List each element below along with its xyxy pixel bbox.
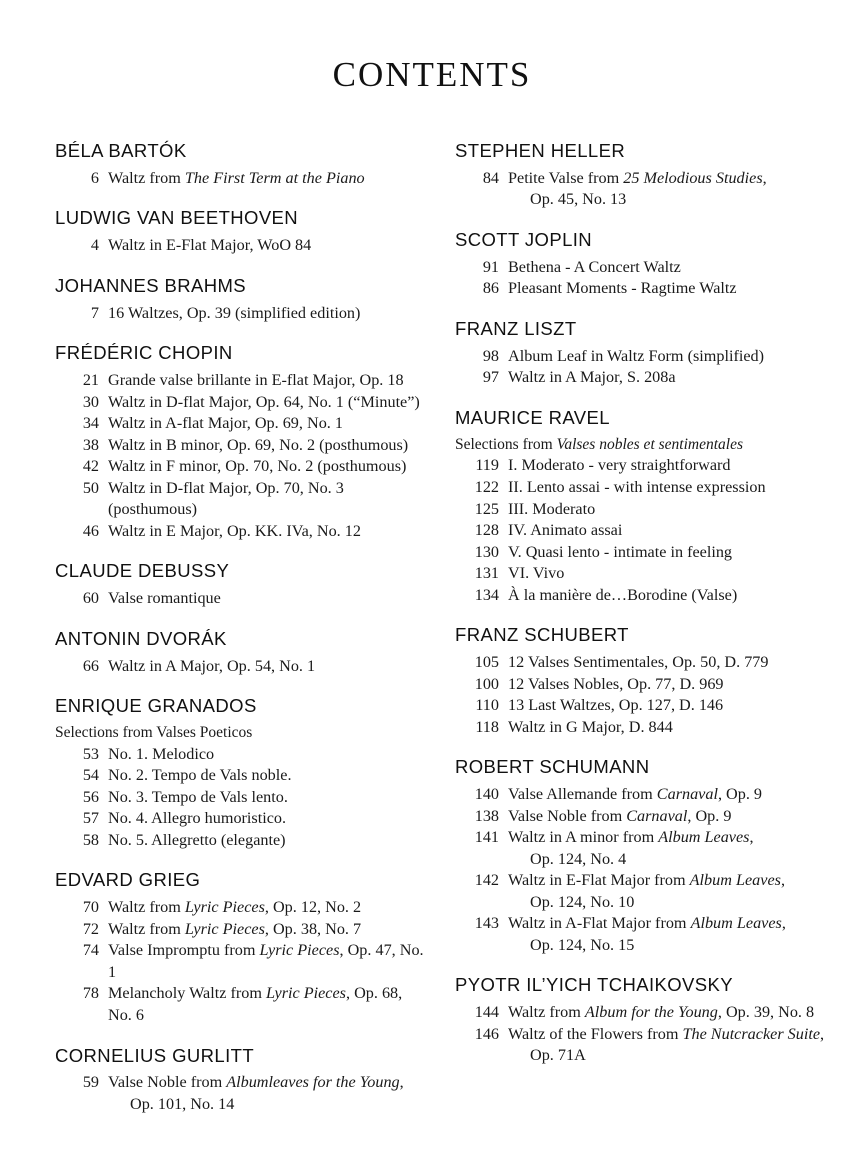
entry-page-number: 70 <box>82 898 99 917</box>
entry-title: Valse Allemande from Carnaval, Op. 9 <box>508 785 763 804</box>
entry-list <box>455 257 852 300</box>
toc-entry[interactable] <box>55 983 424 1026</box>
entry-page-number: 143 <box>474 914 499 933</box>
toc-entry[interactable] <box>455 674 852 696</box>
entry-page-number: 4 <box>90 236 99 255</box>
entry-continuation-line: Op. 71A <box>530 1046 586 1065</box>
composer-section <box>55 695 424 851</box>
composer-section <box>55 628 424 677</box>
toc-entry[interactable] <box>455 455 852 477</box>
toc-entry[interactable] <box>55 588 424 610</box>
entry-list <box>55 1072 424 1115</box>
composer-section <box>455 140 852 211</box>
entry-title: Valse Impromptu from Lyric Pieces, Op. 47, No. 1 <box>108 941 424 981</box>
entry-list <box>455 652 852 738</box>
entry-page-number: 119 <box>475 456 499 475</box>
toc-entry[interactable] <box>455 806 852 828</box>
composer-name: JOHANNES BRAHMS <box>55 274 247 296</box>
entry-work-title: 25 Melodious Studies <box>623 168 763 187</box>
toc-entry[interactable] <box>55 521 424 543</box>
entry-title: Valse Noble from Albumleaves for the Young, Op. 101, No. 14 <box>108 1072 424 1115</box>
entry-title: 13 Last Waltzes, Op. 127, D. 146 <box>508 696 724 715</box>
entry-page-number: 56 <box>82 787 99 806</box>
entry-title: Waltz in G Major, D. 844 <box>508 717 673 736</box>
toc-entry[interactable] <box>55 897 424 919</box>
entry-page-number: 122 <box>474 477 499 496</box>
entry-list <box>455 455 852 606</box>
entry-title: Waltz in E Major, Op. KK. IVa, No. 12 <box>108 521 361 540</box>
entry-title: Waltz from Album for the Young, Op. 39, No. 8 <box>508 1003 815 1022</box>
entry-title: Petite Valse from 25 Melodious Studies, Op. 45, No. 13 <box>508 168 852 211</box>
entry-page-number: 141 <box>474 828 499 847</box>
composer-section <box>55 1045 424 1116</box>
entry-work-title: Carnaval <box>626 806 688 825</box>
entry-page-number: 110 <box>475 696 499 715</box>
entry-title: No. 1. Melodico <box>108 744 215 763</box>
entry-page-number: 30 <box>82 392 99 411</box>
entry-page-number: 50 <box>82 478 99 497</box>
toc-entry[interactable] <box>455 346 852 368</box>
entry-continuation-line: Op. 124, No. 15 <box>530 935 635 954</box>
toc-entry[interactable] <box>455 585 852 607</box>
entry-title: 12 Valses Sentimentales, Op. 50, D. 779 <box>508 653 769 672</box>
entry-title: Grande valse brillante in E-flat Major, Op. 18 <box>108 370 404 389</box>
toc-entry[interactable] <box>55 370 424 392</box>
entry-page-number: 86 <box>482 279 499 298</box>
entry-title: Waltz from Lyric Pieces, Op. 38, No. 7 <box>108 919 362 938</box>
toc-entry[interactable] <box>55 919 424 941</box>
entry-page-number: 134 <box>474 585 499 604</box>
left-column <box>0 140 432 1134</box>
toc-entry[interactable] <box>455 278 852 300</box>
entry-page-number: 46 <box>82 521 99 540</box>
composer-section <box>455 229 852 300</box>
toc-entry[interactable] <box>455 695 852 717</box>
toc-entry[interactable] <box>55 787 424 809</box>
entry-title: 16 Waltzes, Op. 39 (simplified edition) <box>108 303 361 322</box>
entry-title: Waltz in A-flat Major, Op. 69, No. 1 <box>108 414 343 433</box>
page-title: CONTENTS <box>332 55 532 94</box>
composer-name: FRÉDÉRIC CHOPIN <box>55 342 233 364</box>
entry-page-number: 146 <box>474 1024 499 1043</box>
entry-work-title: Album for the Young <box>584 1003 718 1022</box>
entry-work-title: Lyric Pieces <box>184 919 265 938</box>
composer-section <box>55 140 424 189</box>
composer-name: CLAUDE DEBUSSY <box>55 560 230 582</box>
entry-title: Waltz in D-flat Major, Op. 70, No. 3 (posthumous) <box>108 478 344 519</box>
entry-page-number: 21 <box>82 370 99 389</box>
entry-page-number: 144 <box>474 1003 499 1022</box>
entry-title: Album Leaf in Waltz Form (simplified) <box>508 346 764 365</box>
toc-entry[interactable] <box>455 870 852 913</box>
entry-page-number: 131 <box>474 564 499 583</box>
entry-work-title: Lyric Pieces <box>259 941 340 960</box>
entry-page-number: 38 <box>82 435 99 454</box>
toc-entry[interactable] <box>55 168 424 190</box>
toc-entry[interactable] <box>55 235 424 257</box>
entry-work-title: Lyric Pieces <box>184 898 265 917</box>
composer-name: PYOTR IL’YICH TCHAIKOVSKY <box>455 974 733 996</box>
composer-name: LUDWIG VAN BEETHOVEN <box>55 207 299 229</box>
composer-section <box>455 756 852 956</box>
entry-title: Melancholy Waltz from Lyric Pieces, Op. 68, No. 6 <box>108 984 403 1025</box>
entry-list <box>455 784 852 956</box>
entry-title: Waltz in E-Flat Major, WoO 84 <box>108 236 312 255</box>
entry-page-number: 128 <box>474 521 499 540</box>
composer-name: CORNELIUS GURLITT <box>55 1044 255 1066</box>
entry-work-title: Carnaval <box>656 785 718 804</box>
entry-list <box>55 656 424 678</box>
entry-title: 12 Valses Nobles, Op. 77, D. 969 <box>508 674 724 693</box>
toc-entry[interactable] <box>55 656 424 678</box>
toc-entry[interactable] <box>455 1002 852 1024</box>
composer-section <box>55 275 424 324</box>
entry-title: Waltz from The First Term at the Piano <box>108 168 365 187</box>
entry-list <box>55 370 424 542</box>
entry-title: Pleasant Moments - Ragtime Waltz <box>508 279 737 298</box>
entry-title: Valse romantique <box>108 589 221 608</box>
entry-page-number: 34 <box>82 414 99 433</box>
entry-title: I. Moderato - very straightforward <box>508 456 731 475</box>
entry-title: No. 3. Tempo de Vals lento. <box>108 787 288 806</box>
composer-name: MAURICE RAVEL <box>455 406 610 428</box>
entry-continuation-line: Op. 124, No. 10 <box>530 892 635 911</box>
entry-page-number: 91 <box>482 257 499 276</box>
entry-page-number: 84 <box>482 168 499 187</box>
toc-entry[interactable] <box>55 392 424 414</box>
composer-name: ENRIQUE GRANADOS <box>55 695 257 717</box>
toc-entry[interactable] <box>455 652 852 674</box>
composer-section <box>55 869 424 1026</box>
entry-page-number: 138 <box>474 806 499 825</box>
entry-continuation-line: Op. 101, No. 14 <box>130 1094 235 1113</box>
entry-title: IV. Animato assai <box>508 521 623 540</box>
entry-title: No. 4. Allegro humoristico. <box>108 809 287 828</box>
entry-continuation-line: Op. 124, No. 4 <box>530 849 627 868</box>
entry-list <box>55 744 424 852</box>
entry-page-number: 66 <box>82 656 99 675</box>
section-subtitle: Selections from Valses nobles et sentimentales <box>455 435 743 453</box>
entry-page-number: 142 <box>474 871 499 890</box>
entry-page-number: 7 <box>90 303 99 322</box>
composer-section <box>455 407 852 606</box>
entry-title: No. 2. Tempo de Vals noble. <box>108 766 292 785</box>
entry-title: II. Lento assai - with intense expression <box>508 477 766 496</box>
toc-entry[interactable] <box>55 765 424 787</box>
entry-title: Waltz in D-flat Major, Op. 64, No. 1 (“Minute”) <box>108 392 420 411</box>
toc-entry[interactable] <box>55 303 424 325</box>
toc-entry[interactable] <box>455 542 852 564</box>
entry-list <box>55 168 424 190</box>
entry-page-number: 57 <box>82 809 99 828</box>
composer-section <box>55 560 424 609</box>
composer-name: EDVARD GRIEG <box>55 869 201 891</box>
toc-entry[interactable] <box>55 456 424 478</box>
entry-list <box>455 1002 852 1067</box>
toc-entry[interactable] <box>55 808 424 830</box>
entry-title: Waltz in F minor, Op. 70, No. 2 (posthumous) <box>108 457 407 476</box>
entry-work-title: Album Leaves <box>658 828 750 847</box>
entry-page-number: 59 <box>82 1073 99 1092</box>
composer-name: FRANZ SCHUBERT <box>455 624 629 646</box>
entry-page-number: 105 <box>474 653 499 672</box>
entry-page-number: 130 <box>474 542 499 561</box>
entry-page-number: 6 <box>90 168 99 187</box>
toc-entry[interactable] <box>455 827 852 870</box>
toc-entry[interactable] <box>55 435 424 457</box>
entry-page-number: 72 <box>82 919 99 938</box>
entry-page-number: 97 <box>482 368 499 387</box>
toc-entry[interactable] <box>455 367 852 389</box>
entry-work-title: The Nutcracker Suite <box>682 1024 821 1043</box>
toc-entry[interactable] <box>455 520 852 542</box>
entry-page-number: 98 <box>482 346 499 365</box>
composer-name: ANTONIN DVORÁK <box>55 627 227 649</box>
toc-entry[interactable] <box>455 499 852 521</box>
entry-title: Waltz of the Flowers from The Nutcracker Suite, Op. 71A <box>508 1024 852 1067</box>
entry-title: Waltz in A Major, Op. 54, No. 1 <box>108 656 316 675</box>
toc-entry[interactable] <box>455 717 852 739</box>
entry-list <box>55 235 424 257</box>
toc-entry[interactable] <box>455 913 852 956</box>
right-column <box>432 140 864 1085</box>
entry-page-number: 140 <box>474 785 499 804</box>
entry-list <box>55 588 424 610</box>
toc-entry[interactable] <box>455 784 852 806</box>
composer-section <box>55 207 424 256</box>
composer-name: SCOTT JOPLIN <box>455 228 593 250</box>
composer-section <box>455 974 852 1066</box>
entry-continuation-line: Op. 45, No. 13 <box>530 190 627 209</box>
composer-section <box>455 318 852 389</box>
entry-page-number: 78 <box>82 984 99 1003</box>
composer-name: BÉLA BARTÓK <box>55 140 187 161</box>
entry-title: Waltz in E-Flat Major from Album Leaves, Op. 124, No. 10 <box>508 870 852 913</box>
toc-entry[interactable] <box>55 1072 424 1115</box>
entry-title: Waltz in B minor, Op. 69, No. 2 (posthumous) <box>108 435 409 454</box>
toc-entry[interactable] <box>455 477 852 499</box>
toc-entry[interactable] <box>55 830 424 852</box>
entry-list <box>55 897 424 1026</box>
composer-name: FRANZ LISZT <box>455 317 577 339</box>
entry-page-number: 118 <box>475 717 499 736</box>
entry-title: Bethena - A Concert Waltz <box>508 257 681 276</box>
entry-title: VI. Vivo <box>508 564 565 583</box>
entry-work-title: The First Term at the Piano <box>184 168 365 187</box>
entry-title: Waltz in A Major, S. 208a <box>508 368 676 387</box>
entry-title: Valse Noble from Carnaval, Op. 9 <box>508 806 732 825</box>
section-subtitle-work: Valses nobles et sentimentales <box>556 435 743 453</box>
toc-entry[interactable] <box>55 478 424 521</box>
entry-page-number: 60 <box>82 589 99 608</box>
entry-title: Waltz from Lyric Pieces, Op. 12, No. 2 <box>108 898 362 917</box>
toc-entry[interactable] <box>455 563 852 585</box>
entry-work-title: Album Leaves <box>690 914 782 933</box>
entry-work-title: Albumleaves for the Young <box>226 1073 400 1092</box>
composer-name: STEPHEN HELLER <box>455 140 626 161</box>
toc-entry[interactable] <box>455 257 852 279</box>
entry-title: À la manière de…Borodine (Valse) <box>508 585 738 604</box>
entry-title: III. Moderato <box>508 499 596 518</box>
entry-title: V. Quasi lento - intimate in feeling <box>508 542 733 561</box>
toc-entry[interactable] <box>55 940 424 983</box>
entry-list <box>55 303 424 325</box>
entry-work-title: Album Leaves <box>689 871 781 890</box>
entry-page-number: 53 <box>82 744 99 763</box>
entry-title: Waltz in A-Flat Major from Album Leaves, Op. 124, No. 15 <box>508 913 852 956</box>
composer-section <box>55 342 424 542</box>
entry-page-number: 74 <box>82 941 99 960</box>
entry-page-number: 100 <box>474 674 499 693</box>
entry-title: No. 5. Allegretto (elegante) <box>108 830 286 849</box>
entry-page-number: 54 <box>82 766 99 785</box>
toc-entry[interactable] <box>455 1024 852 1067</box>
toc-entry[interactable] <box>55 744 424 766</box>
section-subtitle: Selections from Valses Poeticos <box>55 723 253 741</box>
composer-name: ROBERT SCHUMANN <box>455 756 650 778</box>
entry-page-number: 125 <box>474 499 499 518</box>
entry-title: Waltz in A minor from Album Leaves, Op. 124, No. 4 <box>508 827 852 870</box>
entry-page-number: 42 <box>82 457 99 476</box>
entry-work-title: Lyric Pieces <box>265 984 346 1003</box>
toc-entry[interactable] <box>455 168 852 211</box>
entry-list <box>455 168 852 211</box>
contents-columns <box>0 140 864 1134</box>
toc-entry[interactable] <box>55 413 424 435</box>
entry-page-number: 58 <box>82 830 99 849</box>
entry-list <box>455 346 852 389</box>
composer-section <box>455 624 852 738</box>
